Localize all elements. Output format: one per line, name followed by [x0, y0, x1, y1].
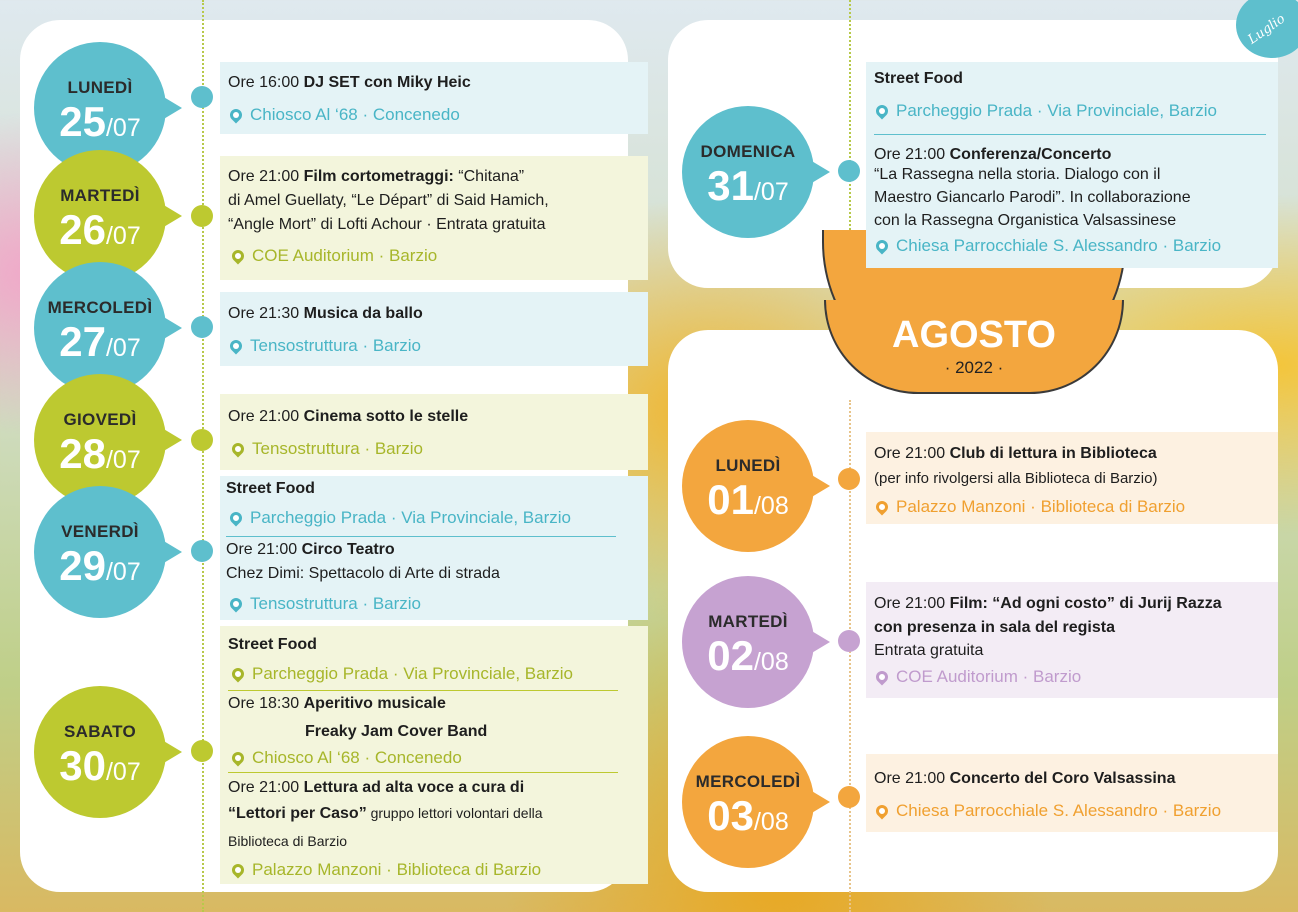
event-desc-line: Biblioteca di Barzio — [228, 833, 348, 849]
location-pin-icon — [230, 862, 247, 879]
divider — [228, 772, 618, 773]
day-label: MERCOLEDÌ — [695, 772, 801, 791]
date-bubble-02 — [682, 576, 814, 708]
street-food-location: Parcheggio Prada · Via Provinciale, Barzio — [232, 664, 573, 684]
day-label: MARTEDÌ — [60, 186, 140, 205]
event-time-title: Ore 21:00 Concerto del Coro Valsassina — [874, 770, 1176, 787]
event-location: Palazzo Manzoni · Biblioteca di Barzio — [232, 860, 541, 880]
event-performer: Freaky Jam Cover Band — [305, 723, 488, 740]
event-desc-line: Entrata gratuita — [874, 642, 984, 659]
date-label: 28/07 — [59, 430, 141, 477]
event-time-title: Ore 21:00 Conferenza/Concerto — [874, 146, 1112, 163]
event-location: Chiosco Al ‘68 · Concenedo — [230, 105, 460, 125]
event-desc-line: “La Rassegna nella storia. Dialogo con il — [874, 166, 1161, 183]
day-label: MARTEDÌ — [708, 612, 788, 631]
location-pin-icon — [230, 750, 247, 767]
date-label: 27/07 — [59, 318, 141, 365]
event-location: Palazzo Manzoni · Biblioteca di Barzio — [876, 497, 1185, 517]
event-time-title: Ore 18:30 Aperitivo musicale — [228, 695, 446, 712]
event-time-title: Ore 21:00 Lettura ad alta voce a cura di — [228, 779, 525, 796]
event-time-title: Ore 21:00 Circo Teatro — [226, 541, 395, 558]
timeline-dot — [191, 205, 213, 227]
event-location: Tensostruttura · Barzio — [232, 439, 423, 459]
divider — [228, 690, 618, 691]
date-bubble-29 — [34, 486, 166, 618]
day-label: GIOVEDÌ — [63, 410, 137, 429]
event-time-title: Ore 21:00 Cinema sotto le stelle — [228, 408, 469, 425]
date-bubble-30 — [34, 686, 166, 818]
date-label: 26/07 — [59, 206, 141, 253]
event-location: Tensostruttura · Barzio — [230, 594, 421, 614]
date-bubble-03 — [682, 736, 814, 868]
location-pin-icon — [874, 803, 891, 820]
location-pin-icon — [228, 596, 245, 613]
day-label: VENERDÌ — [61, 522, 139, 541]
date-label: 30/07 — [59, 742, 141, 789]
street-food-title: Street Food — [226, 480, 315, 497]
day-label: DOMENICA — [700, 142, 796, 161]
date-label: 25/07 — [59, 98, 141, 145]
location-pin-icon — [228, 510, 245, 527]
event-location: Chiosco Al ‘68 · Concenedo — [232, 748, 462, 768]
date-bubble-31 — [682, 106, 814, 238]
location-pin-icon — [874, 103, 891, 120]
event-desc-line: “Angle Mort” di Lofti Achour · Entrata gratuita — [228, 216, 546, 233]
timeline-line-left — [202, 0, 204, 912]
timeline-dot — [191, 540, 213, 562]
event-location: Chiesa Parrocchiale S. Alessandro · Barzio — [876, 801, 1221, 821]
day-label: MERCOLEDÌ — [47, 298, 153, 317]
date-label: 02/08 — [707, 632, 789, 679]
location-pin-icon — [230, 666, 247, 683]
timeline-dot — [191, 429, 213, 451]
location-pin-icon — [874, 669, 891, 686]
timeline-dot — [838, 160, 860, 182]
event-time-title: Ore 21:30 Musica da ballo — [228, 305, 423, 322]
timeline-dot — [191, 316, 213, 338]
divider — [874, 134, 1266, 135]
street-food-title: Street Food — [874, 70, 963, 87]
day-label: LUNEDÌ — [67, 78, 133, 97]
date-label: 31/07 — [707, 162, 789, 209]
location-pin-icon — [874, 238, 891, 255]
august-year: · 2022 · — [944, 358, 1004, 377]
event-time-title: Ore 21:00 Club di lettura in Biblioteca — [874, 445, 1157, 462]
event-desc-line: con la Rassegna Organistica Valsassinese — [874, 212, 1177, 229]
timeline-dot — [191, 86, 213, 108]
day-label: LUNEDÌ — [715, 456, 781, 475]
event-time-title: Ore 16:00 DJ SET con Miky Heic — [228, 74, 471, 91]
event-desc-line: Chez Dimi: Spettacolo di Arte di strada — [226, 565, 500, 582]
date-label: 01/08 — [707, 476, 789, 523]
date-label: 03/08 — [707, 792, 789, 839]
event-desc-line: con presenza in sala del regista — [874, 619, 1115, 636]
event-desc-line: Maestro Giancarlo Parodi”. In collaborazione — [874, 189, 1191, 206]
location-pin-icon — [230, 248, 247, 265]
event-location: COE Auditorium · Barzio — [232, 246, 437, 266]
event-location: COE Auditorium · Barzio — [876, 667, 1081, 687]
timeline-dot — [191, 740, 213, 762]
august-title: AGOSTO — [892, 314, 1056, 356]
event-time-title: Ore 21:00 Film: “Ad ogni costo” di Jurij Razza — [874, 595, 1222, 612]
street-food-location: Parcheggio Prada · Via Provinciale, Barzio — [876, 101, 1217, 121]
divider — [226, 536, 616, 537]
timeline-dot — [838, 468, 860, 490]
street-food-location: Parcheggio Prada · Via Provinciale, Barzio — [230, 508, 571, 528]
location-pin-icon — [228, 107, 245, 124]
corner-month-label: Luglio — [1245, 11, 1289, 48]
date-label: 29/07 — [59, 542, 141, 589]
event-location: Tensostruttura · Barzio — [230, 336, 421, 356]
event-desc-line: (per info rivolgersi alla Biblioteca di Barzio) — [874, 470, 1158, 487]
location-pin-icon — [874, 499, 891, 516]
event-time-title: Ore 21:00 Film cortometraggi: “Chitana” — [228, 168, 525, 185]
street-food-title: Street Food — [228, 636, 317, 653]
event-desc-line: di Amel Guellaty, “Le Départ” di Said Hamich, — [228, 192, 549, 209]
date-bubble-01 — [682, 420, 814, 552]
location-pin-icon — [228, 338, 245, 355]
location-pin-icon — [230, 441, 247, 458]
timeline-dot — [838, 786, 860, 808]
day-label: SABATO — [63, 722, 136, 741]
event-location: Chiesa Parrocchiale S. Alessandro · Barzio — [876, 236, 1221, 256]
timeline-dot — [838, 630, 860, 652]
event-desc-line: “Lettori per Caso” gruppo lettori volontari della — [228, 805, 543, 822]
